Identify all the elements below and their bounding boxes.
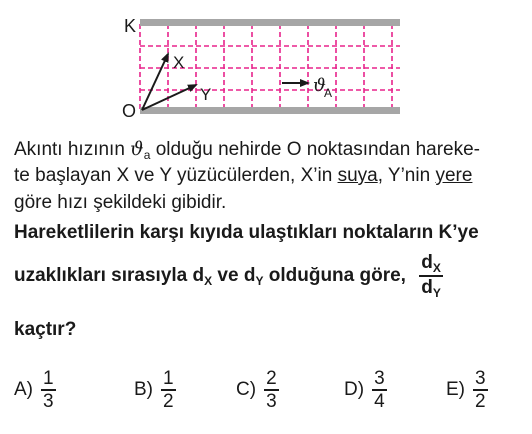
- question-line-1: Akıntı hızının $ϑ_a$ olduğu nehirde O noktasından hareke-: [14, 138, 481, 162]
- question-line-3: göre hızı şekildeki gibidir.: [14, 192, 227, 213]
- velocity-symbol: ϑ: [130, 138, 144, 160]
- dx-over-dy-fraction: $\frac{d_X}{d_Y}$: [421, 252, 441, 300]
- top-bank: [140, 19, 400, 26]
- label-o: O: [122, 101, 137, 121]
- choice-e[interactable]: E) $\frac{3}{2}$: [446, 368, 486, 412]
- choice-a[interactable]: A) $\frac{1}{3}$: [14, 368, 54, 412]
- choice-c[interactable]: C) $\frac{2}{3}$: [236, 368, 277, 412]
- vector-y: [142, 85, 196, 110]
- choice-d[interactable]: D) $\frac{3}{4}$: [344, 368, 385, 412]
- question-bold-line-2: uzaklıkları sırasıyla $d_X$ ve $d_Y$ olduğuna göre, $\frac{d_X}{d_Y}$: [14, 252, 441, 300]
- vector-x: [142, 54, 168, 110]
- label-current: ϑ: [313, 75, 326, 96]
- label-k: K: [124, 16, 137, 36]
- underlined-suya: suya: [337, 165, 378, 186]
- label-x: X: [173, 53, 185, 72]
- underlined-yere: yere: [435, 165, 473, 186]
- question-bold-line-3: kaçtır?: [14, 319, 77, 340]
- choice-b[interactable]: B) $\frac{1}{2}$: [134, 368, 174, 412]
- question-line-2: te başlayan X ve Y yüzücülerden, X’in suya, Y’nin yere: [14, 165, 473, 186]
- label-current-sub: A: [324, 86, 333, 100]
- label-y: Y: [200, 85, 212, 104]
- question-bold-line-1: Hareketlilerin karşı kıyıda ulaştıkları noktaların K’ye: [14, 222, 479, 243]
- bottom-bank: [140, 107, 400, 114]
- river-diagram: [0, 0, 532, 130]
